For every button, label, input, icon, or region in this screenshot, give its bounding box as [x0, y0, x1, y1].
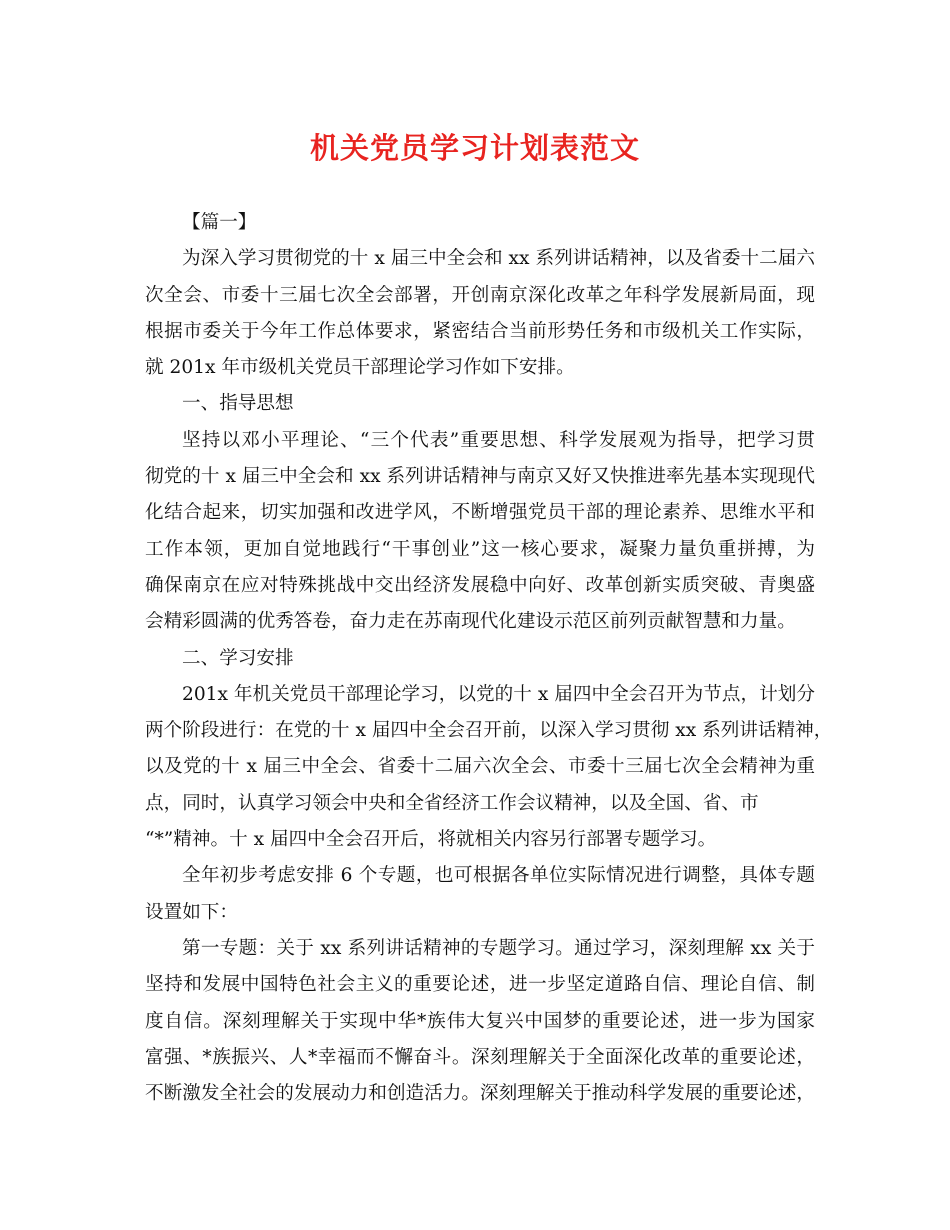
- section-heading: 二、学习安排: [182, 647, 294, 669]
- paragraph-line: 根据市委关于今年工作总体要求，紧密结合当前形势任务和市级机关工作实际，: [145, 320, 815, 342]
- paragraph-line: 会精彩圆满的优秀答卷，奋力走在苏南现代化建设示范区前列贡献智慧和力量。: [145, 611, 796, 633]
- paragraph-line: 第一专题：关于 xx 系列讲话精神的专题学习。通过学习，深刻理解 xx 关于: [182, 937, 815, 959]
- section-label: 【篇一】: [182, 212, 257, 233]
- paragraph-line: “*”精神。十 x 届四中全会召开后，将就相关内容另行部署专题学习。: [145, 829, 717, 851]
- paragraph-line: 化结合起来，切实加强和改进学风，不断增强党员干部的理论素养、思维水平和: [145, 502, 815, 524]
- paragraph-line: 次全会、市委十三届七次全会部署，开创南京深化改革之年科学发展新局面，现: [145, 284, 815, 306]
- paragraph-line: 点，同时，认真学习领会中央和全省经济工作会议精神，以及全国、省、市: [145, 792, 759, 814]
- document-title: 机关党员学习计划表范文: [309, 131, 640, 165]
- paragraph-line: 度自信。深刻理解关于实现中华*族伟大复兴中国梦的重要论述，进一步为国家: [145, 1010, 815, 1032]
- paragraph-line: 不断激发全社会的发展动力和创造活力。深刻理解关于推动科学发展的重要论述，: [145, 1083, 815, 1105]
- section-heading: 一、指导思想: [182, 393, 294, 415]
- paragraph-line: 确保南京在应对特殊挑战中交出经济发展稳中向好、改革创新实质突破、青奥盛: [145, 574, 815, 596]
- paragraph-line: 就 201x 年市级机关党员干部理论学习作如下安排。: [145, 357, 575, 379]
- paragraph-line: 坚持以邓小平理论、“三个代表”重要思想、科学发展观为指导，把学习贯: [182, 429, 815, 451]
- paragraph-line: 为深入学习贯彻党的十 x 届三中全会和 xx 系列讲话精神，以及省委十二届六: [182, 248, 815, 270]
- paragraph-line: 彻党的十 x 届三中全会和 xx 系列讲话精神与南京又好又快推进率先基本实现现代: [145, 466, 815, 488]
- paragraph-line: 全年初步考虑安排 6 个专题，也可根据各单位实际情况进行调整，具体专题: [182, 865, 815, 887]
- paragraph-line: 以及党的十 x 届三中全会、省委十二届六次全会、市委十三届七次全会精神为重: [145, 756, 815, 778]
- paragraph-line: 工作本领，更加自觉地践行“干事创业”这一核心要求，凝聚力量负重拼搏，为: [145, 538, 815, 560]
- paragraph-line: 设置如下：: [145, 901, 238, 923]
- paragraph-line: 201x 年机关党员干部理论学习，以党的十 x 届四中全会召开为节点，计划分: [182, 683, 815, 705]
- paragraph-line: 富强、*族振兴、人*幸福而不懈奋斗。深刻理解关于全面深化改革的重要论述，: [145, 1046, 815, 1068]
- paragraph-line: 坚持和发展中国特色社会主义的重要论述，进一步坚定道路自信、理论自信、制: [145, 974, 815, 996]
- paragraph-line: 两个阶段进行：在党的十 x 届四中全会召开前，以深入学习贯彻 xx 系列讲话精神，: [145, 720, 833, 742]
- document-body: [145, 205, 833, 1112]
